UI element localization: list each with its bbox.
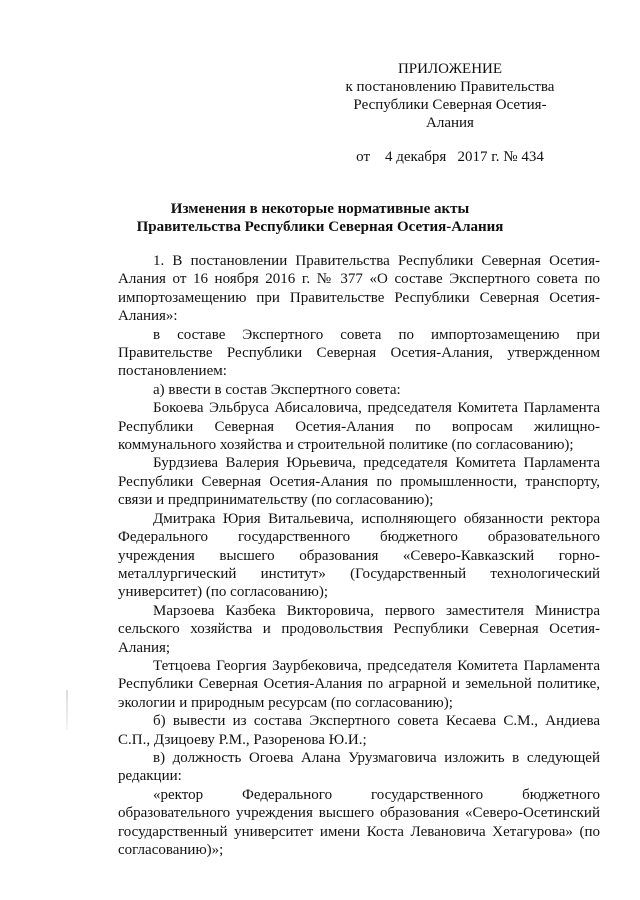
- paragraph-8: Тетцоева Георгия Заурбековича, председателя Комитета Парламента Республики Северная Осетия-Алания по аграрной и земельной политике, экологии и природным ресурсам (по согласованию);: [118, 657, 600, 711]
- document-body: [118, 252, 600, 859]
- paragraph-3: а) ввести в состав Экспертного совета:: [153, 381, 401, 398]
- document-title: [0, 200, 640, 236]
- appendix-title: ПРИЛОЖЕНИЕ: [397, 61, 503, 77]
- paragraph-5: Бурдзиева Валерия Юрьевича, председателя Комитета Парламента Республики Северная Осетия-Алания по промышленности, транспорту, связи и предпринимательству (по согласованию);: [118, 455, 600, 509]
- document-title-line-1: Изменения в некоторые нормативные акты: [170, 201, 470, 217]
- paragraph-10: в) должность Огоева Алана Урузмаговича изложить в следующей редакции:: [118, 749, 600, 785]
- paragraph-7: Марзоева Казбека Викторовича, первого заместителя Министра сельского хозяйства и продовольствия Республики Северная Осетия-Алания;: [118, 602, 600, 656]
- paragraph-2: в составе Экспертного совета по импортозамещению при Правительстве Республики Северная Осетия-Алания, утвержденном постановлением:: [118, 326, 600, 380]
- decree-number: № 434: [503, 149, 544, 165]
- scan-artifact: [66, 690, 68, 730]
- decree-date-line: [330, 148, 570, 166]
- paragraph-1: 1. В постановлении Правительства Республики Северная Осетия-Алания от 16 ноября 2016 г. № 377 «О составе Экспертного совета по импортозамещению при Правительстве Республики Северная Осетия-Алания»:: [118, 253, 600, 325]
- paragraph-4: Бокоева Эльбруса Абисаловича, председателя Комитета Парламента Республики Северная Осетия-Алания по вопросам жилищно-коммунального хозяйства и строительной политике (по согласованию);: [118, 400, 600, 454]
- decree-date: 4 декабря 2017 г.: [385, 149, 500, 165]
- paragraph-11: «ректор Федерального государственного бюджетного образовательного учреждения высшего образования «Северо-Осетинский государственный университет имени Коста Левановича Хетагурова» (по согласованию)»;: [118, 786, 600, 858]
- decree-date-prefix: от: [356, 149, 371, 165]
- appendix-line-2: Республики Северная Осетия-Алания: [353, 97, 547, 131]
- appendix-line-1: к постановлению Правительства: [345, 79, 555, 95]
- paragraph-6: Дмитрака Юрия Витальевича, исполняющего обязанности ректора Федерального государственного бюджетного образовательного учреждения высшего образования «Северо-Кавказский горно-металлургический институт» (Государственный технологический университет) (по согласованию);: [118, 510, 600, 601]
- appendix-header: [330, 60, 570, 166]
- paragraph-9: б) вывести из состава Экспертного совета Кесаева С.М., Андиева С.П., Дзицоеву Р.М., Разоренова Ю.И.;: [118, 713, 600, 748]
- document-title-line-2: Правительства Республики Северная Осетия-Алания: [136, 219, 504, 235]
